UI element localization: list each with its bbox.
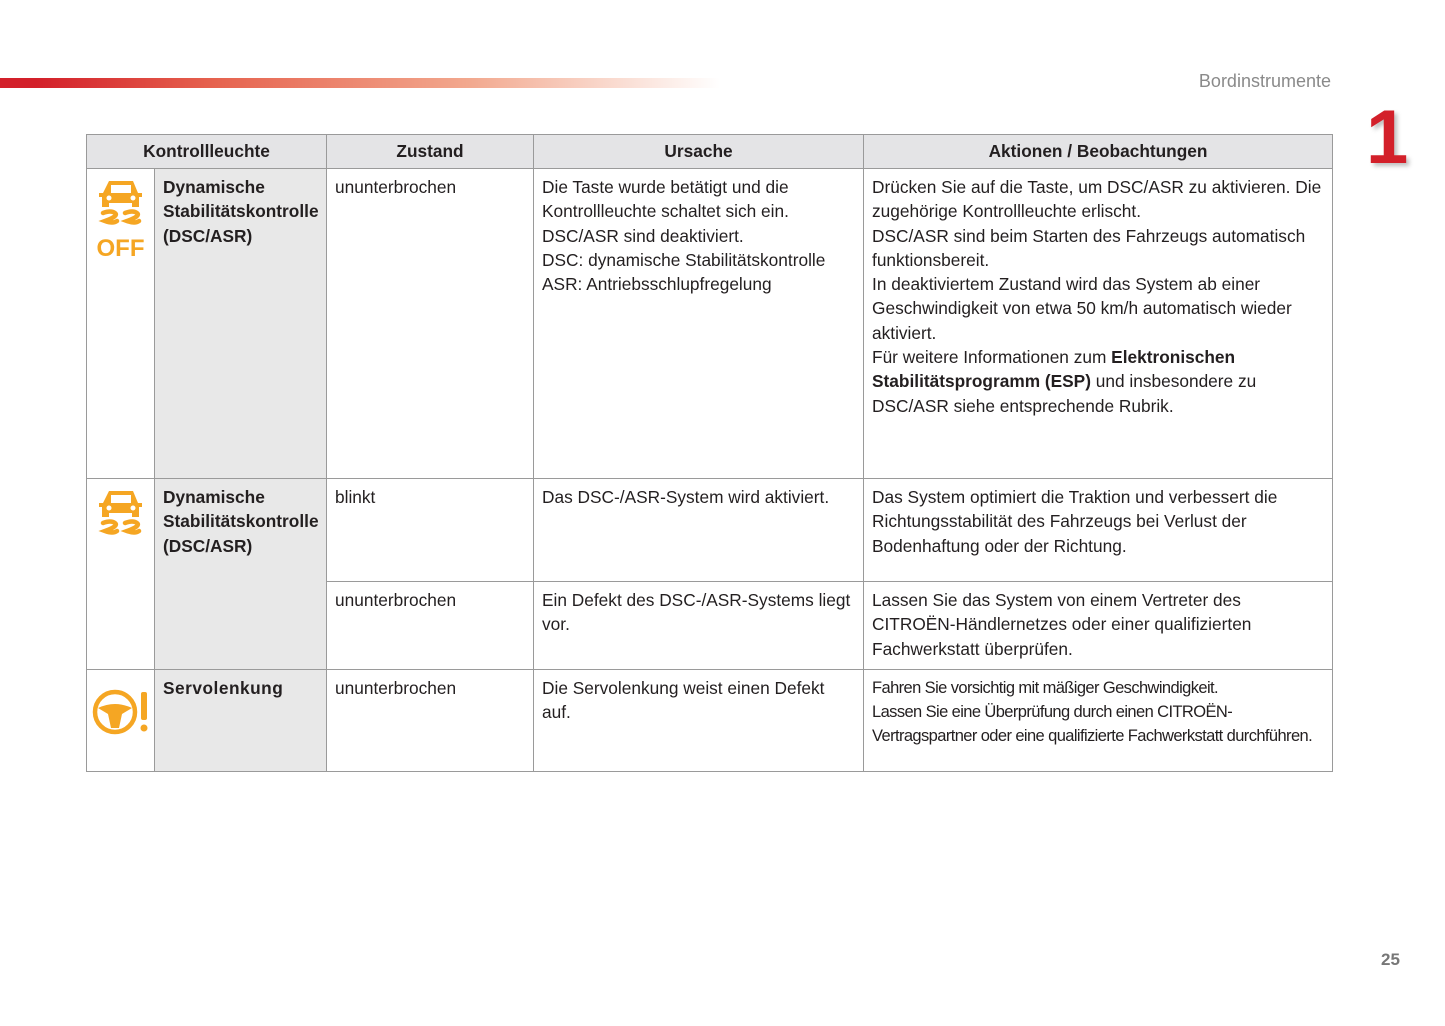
cause-cell: Die Servolenkung weist einen Defekt auf.: [534, 669, 864, 771]
state-cell: blinkt: [327, 479, 534, 582]
icon-cell: [87, 479, 155, 670]
action-text: Fahren Sie vorsichtig mit mäßiger Geschwindigkeit.: [872, 678, 1218, 697]
page-number: 25: [1381, 950, 1400, 969]
state-cell: ununterbrochen: [327, 669, 534, 771]
action-cell: [864, 169, 1333, 479]
action-text: Lassen Sie eine Überprüfung durch einen CITROËN-Vertragspartner oder eine qualifizierte Fachwerkstatt durchführen.: [872, 703, 1313, 746]
state-cell: ununterbrochen: [327, 582, 534, 670]
action-text: Für weitere Informationen zum Elektronischen Stabilitätsprogramm (ESP) und insbesondere zu DSC/ASR siehe entsprechende Rubrik.: [872, 347, 1257, 416]
table-row: [87, 669, 1333, 771]
chapter-number: 1: [1366, 95, 1409, 180]
action-text: Drücken Sie auf die Taste, um DSC/ASR zu aktivieren. Die zugehörige Kontrollleuchte erlischt.: [872, 177, 1322, 222]
dsc-off-icon: [95, 177, 147, 233]
table-row: [87, 479, 1333, 582]
cause-text: Die Taste wurde betätigt und die Kontrollleuchte schaltet sich ein.: [542, 177, 789, 222]
warning-lights-table: [86, 134, 1333, 772]
table-row: [87, 169, 1333, 479]
column-header: Ursache: [534, 135, 864, 169]
header-color-bar: [0, 78, 720, 88]
table-header: [87, 135, 1333, 169]
column-header: Aktionen / Beobachtungen: [864, 135, 1333, 169]
icon-cell: [87, 669, 155, 771]
action-text: DSC/ASR sind beim Starten des Fahrzeugs automatisch funktionsbereit.: [872, 225, 1306, 270]
off-label: OFF: [96, 235, 145, 263]
cause-cell: Ein Defekt des DSC-/ASR-Systems liegt vor.: [534, 582, 864, 670]
cause-text: ASR: Antriebsschlupfregelung: [542, 274, 772, 295]
cause-cell: [534, 169, 864, 479]
dsc-icon: [95, 487, 147, 543]
cause-cell: Das DSC-/ASR-System wird aktiviert.: [534, 479, 864, 582]
icon-cell: [87, 169, 155, 479]
cause-text: DSC: dynamische Stabilitätskontrolle: [542, 249, 826, 270]
action-text: In deaktiviertem Zustand wird das System ab einer Geschwindigkeit von etwa 50 km/h automatisch wieder aktiviert.: [872, 274, 1292, 343]
cause-text: DSC/ASR sind deaktiviert.: [542, 225, 744, 246]
light-name: Servolenkung: [155, 669, 327, 771]
column-header: Kontrollleuchte: [87, 135, 327, 169]
light-name: Dynamische Stabilitätskontrolle (DSC/ASR): [155, 169, 327, 479]
column-header: Zustand: [327, 135, 534, 169]
light-name: Dynamische Stabilitätskontrolle (DSC/ASR): [155, 479, 327, 670]
action-cell: Lassen Sie das System von einem Vertreter des CITROËN-Händlernetzes oder einer qualifizierten Fachwerkstatt überprüfen.: [864, 582, 1333, 670]
action-cell: Das System optimiert die Traktion und verbessert die Richtungsstabilität des Fahrzeugs bei Verlust der Bodenhaftung oder der Richtung.: [864, 479, 1333, 582]
action-cell: [864, 669, 1333, 771]
power-steering-warning-icon: [91, 684, 151, 740]
state-cell: ununterbrochen: [327, 169, 534, 479]
section-title: Bordinstrumente: [1198, 71, 1331, 91]
